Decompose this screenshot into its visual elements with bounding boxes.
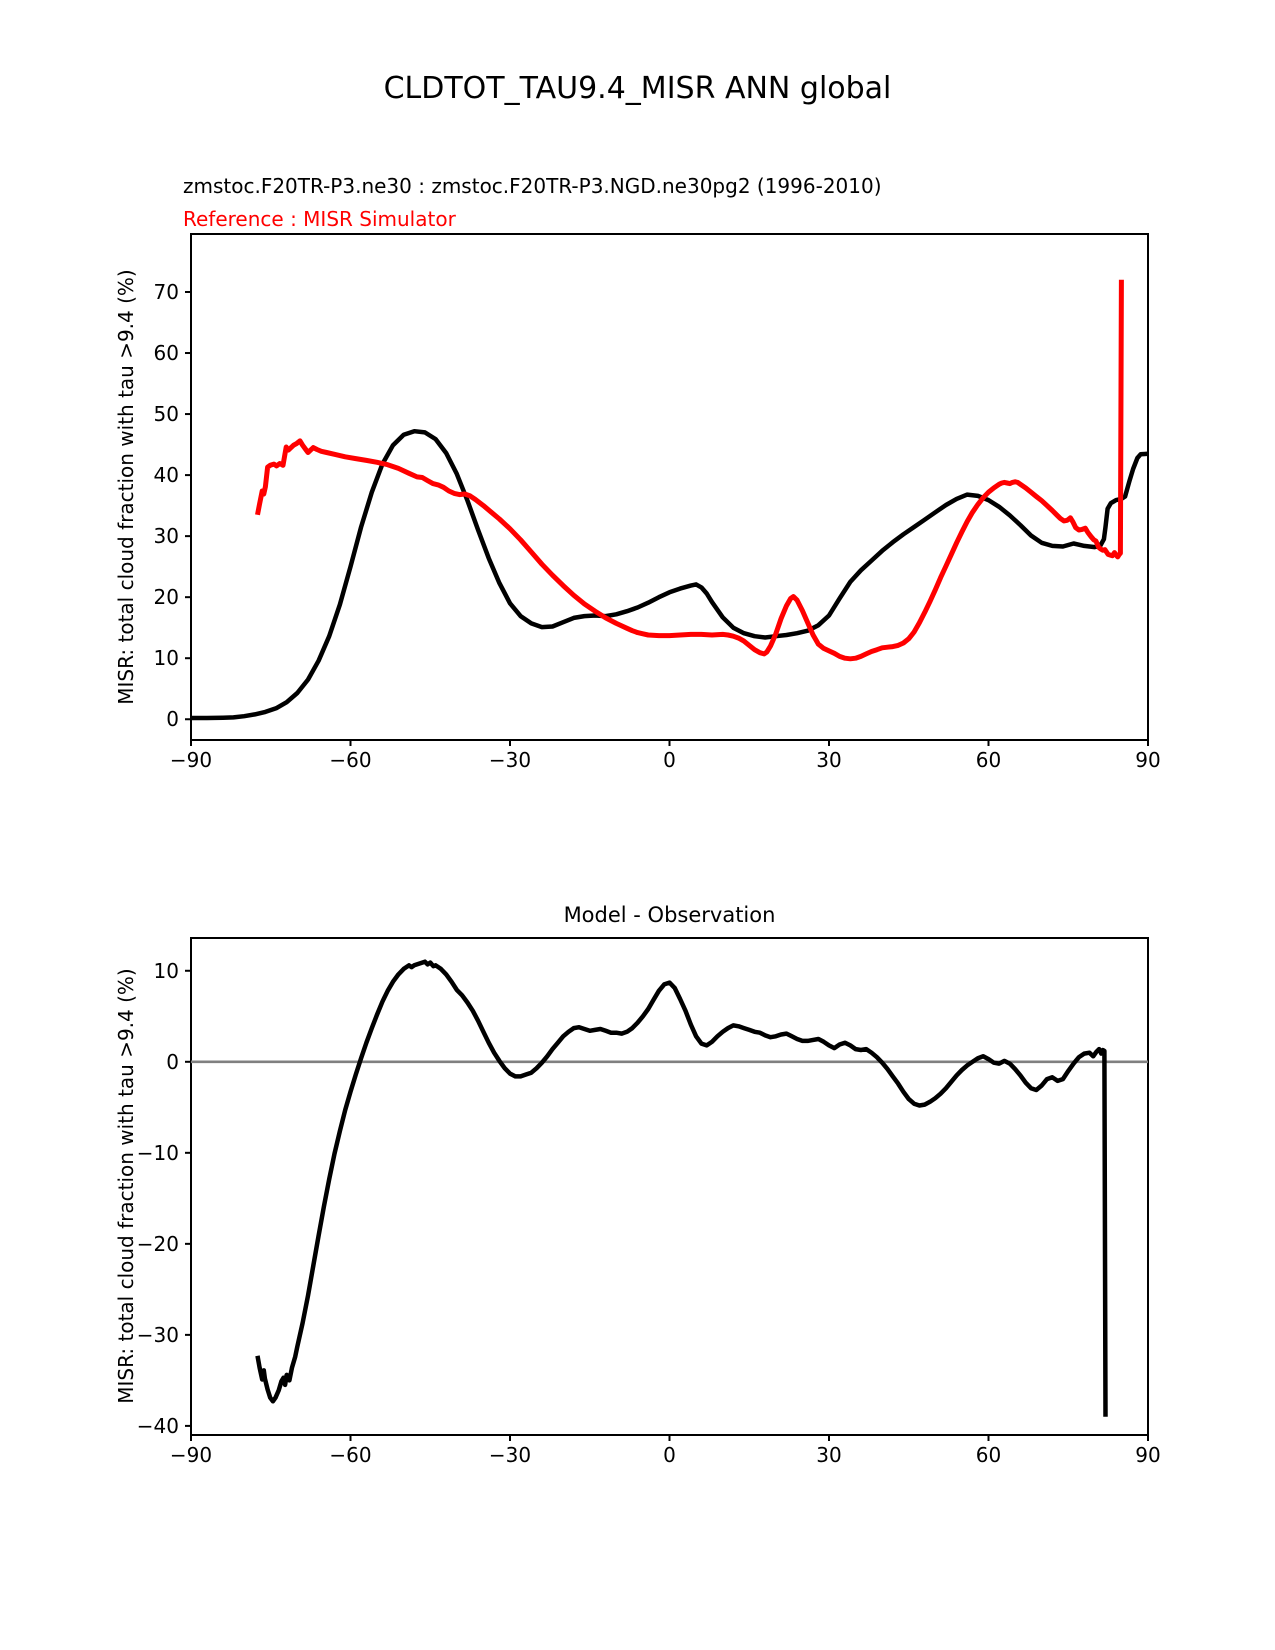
x-axis-tick-label: 90 xyxy=(1135,1443,1161,1468)
y-axis-tick-label: 70 xyxy=(153,279,179,304)
series-line-model_minus_observation xyxy=(258,962,1106,1417)
x-axis-tick-label: −30 xyxy=(488,748,532,773)
y-axis-tick-label: 10 xyxy=(153,646,179,671)
x-axis-tick-label: 0 xyxy=(663,1443,676,1468)
x-axis-tick-label: −90 xyxy=(169,1443,213,1468)
y-axis-tick-label: 40 xyxy=(153,463,179,488)
bottom-chart-title: Model - Observation xyxy=(563,903,776,927)
top-chart-y-axis-label: MISR: total cloud fraction with tau >9.4 (%) xyxy=(114,269,138,705)
y-axis-tick-label: 0 xyxy=(166,707,179,732)
series-line-reference xyxy=(258,280,1122,659)
y-axis-tick-label: −10 xyxy=(136,1140,179,1165)
y-axis-tick-label: 20 xyxy=(153,585,179,610)
bottom-chart-y-axis-label: MISR: total cloud fraction with tau >9.4 (%) xyxy=(114,968,138,1404)
x-axis-tick-label: 60 xyxy=(975,748,1002,773)
x-axis-tick-label: 90 xyxy=(1135,748,1161,773)
x-axis-tick-label: −90 xyxy=(169,748,213,773)
x-axis-tick-label: −60 xyxy=(329,748,372,773)
x-axis-tick-label: −30 xyxy=(488,1443,532,1468)
y-axis-tick-label: 60 xyxy=(153,341,179,366)
subtitle-reference: Reference : MISR Simulator xyxy=(183,207,456,231)
y-axis-tick-label: 10 xyxy=(153,958,179,983)
x-axis-tick-label: −60 xyxy=(329,1443,372,1468)
subtitle-model-run: zmstoc.F20TR-P3.ne30 : zmstoc.F20TR-P3.NGD.ne30pg2 (1996-2010) xyxy=(183,174,882,198)
x-axis-tick-label: 30 xyxy=(816,1443,842,1468)
y-axis-tick-label: −40 xyxy=(136,1413,179,1438)
x-axis-tick-label: 60 xyxy=(975,1443,1002,1468)
y-axis-tick-label: −30 xyxy=(136,1322,179,1347)
axis-frame xyxy=(191,938,1148,1435)
x-axis-tick-label: 0 xyxy=(663,748,676,773)
y-axis-tick-label: 50 xyxy=(153,402,179,427)
axis-frame xyxy=(191,234,1148,740)
y-axis-tick-label: 0 xyxy=(166,1049,179,1074)
x-axis-tick-label: 30 xyxy=(816,748,842,773)
page-title: CLDTOT_TAU9.4_MISR ANN global xyxy=(383,71,892,106)
y-axis-tick-label: −20 xyxy=(136,1231,179,1256)
series-line-model xyxy=(191,431,1148,718)
y-axis-tick-label: 30 xyxy=(153,524,179,549)
